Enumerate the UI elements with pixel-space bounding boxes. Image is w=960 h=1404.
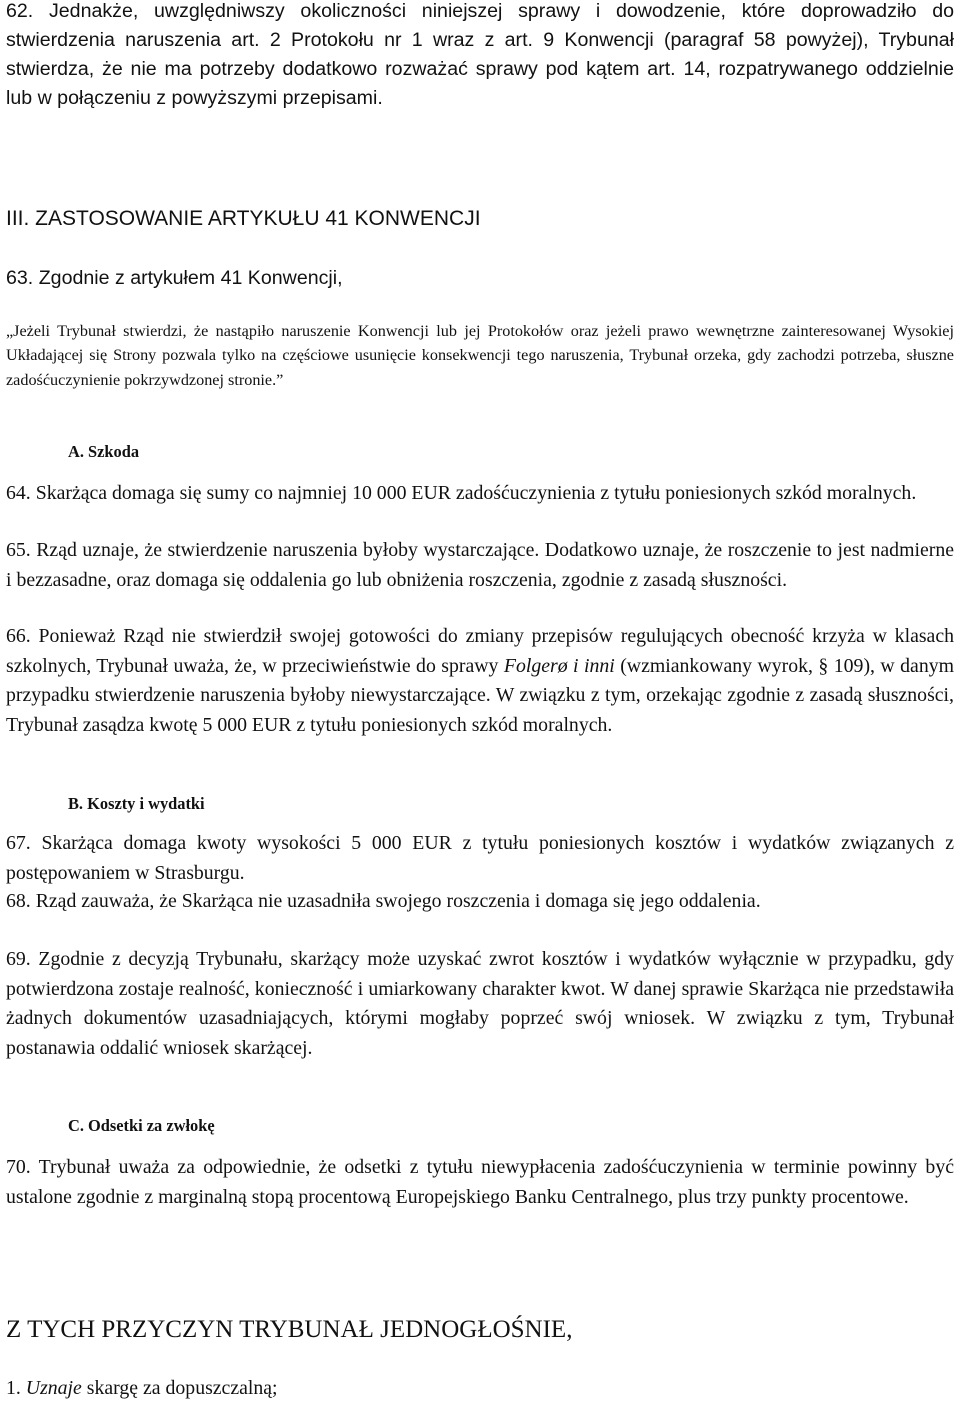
operative-heading: Z TYCH PRZYCZYN TRYBUNAŁ JEDNOGŁOŚNIE, <box>6 1316 573 1343</box>
paragraph-text: Skarżąca domaga się sumy co najmniej 10 000 EUR zadośćuczynienia z tytułu poniesionych szkód moralnych. <box>35 482 917 504</box>
paragraph-number: 65. <box>6 539 31 561</box>
paragraph-62 <box>6 0 954 113</box>
paragraph-number: 70. <box>6 1156 31 1178</box>
decision-number: 1. <box>6 1377 21 1399</box>
paragraph-text: Zgodnie z decyzją Trybunału, skarżący może uzyskać zwrot kosztów i wydatków wyłącznie w przypadku, gdy potwierdzona zostaje realność, konieczność i umiarkowany charakter kwot. W danej sprawie Skarżąca nie przedstawiła żadnych dokumentów uzasadniających, którymi mogłaby poprzeć swój wniosek. W związku z tym, Trybunał postanawia oddalić wniosek skarżącej. <box>6 948 954 1059</box>
paragraph-68 <box>6 887 954 917</box>
decision-verb: Uznaje <box>25 1377 82 1399</box>
paragraph-text: Ponieważ Rząd nie stwierdził swojej gotowości do zmiany przepisów regulujących obecność krzyża w klasach szkolnych, Trybunał uważa, że, w przeciwieństwie do sprawy <box>6 625 954 677</box>
paragraph-65 <box>6 536 954 595</box>
paragraph-number: 63. <box>6 267 34 289</box>
case-name: Folgerø i inni <box>503 654 615 677</box>
paragraph-67 <box>6 829 954 888</box>
paragraph-70 <box>6 1153 954 1212</box>
paragraph-text: Trybunał uważa za odpowiednie, że odsetki z tytułu niewypłacenia zadośćuczynienia w terminie powinny być ustalone zgodnie z marginalną stopą procentową Europejskiego Banku Centralnego, plus trzy punkty procentowe. <box>6 1156 954 1208</box>
paragraph-number: 68. <box>6 890 31 912</box>
decision-item-1 <box>6 1374 954 1404</box>
paragraph-text: Zgodnie z artykułem 41 Konwencji, <box>38 267 343 289</box>
paragraph-number: 67. <box>6 832 31 854</box>
paragraph-number: 66. <box>6 625 31 647</box>
subheading-costs: B. Koszty i wydatki <box>68 794 205 813</box>
decision-text: skargę za dopuszczalną; <box>86 1377 278 1399</box>
paragraph-69 <box>6 945 954 1063</box>
article-41-quote: „Jeżeli Trybunał stwierdzi, że nastąpiło naruszenie Konwencji lub jej Protokołów oraz jeżeli prawo wewnętrzne zainteresowanej Wysokiej Układającej się Strony pozwala tylko na częściowe usunięcie konsekwencji tego naruszenia, Trybunał orzeka, gdy zachodzi potrzeba, słuszne zadośćuczynienie pokrzywdzonej stronie.” <box>6 322 954 389</box>
subheading-damage: A. Szkoda <box>68 442 140 461</box>
paragraph-text: Skarżąca domaga kwoty wysokości 5 000 EUR z tytułu poniesionych kosztów i wydatków związanych z postępowaniem w Strasburgu. <box>6 832 954 884</box>
paragraph-text: Rząd uznaje, że stwierdzenie naruszenia byłoby wystarczające. Dodatkowo uznaje, że roszczenie to jest nadmierne i bezzasadne, oraz domaga się oddalenia go lub obniżenia roszczenia, zgodnie z zasadą słuszności. <box>6 539 954 591</box>
paragraph-66 <box>6 622 954 740</box>
paragraph-number: 64. <box>6 482 31 504</box>
paragraph-text: Rząd zauważa, że Skarżąca nie uzasadniła swojego roszczenia i domaga się jego oddalenia. <box>35 890 761 912</box>
paragraph-number: 62. <box>6 0 34 22</box>
section-heading-article-41: III. ZASTOSOWANIE ARTYKUŁU 41 KONWENCJI <box>6 207 481 230</box>
paragraph-text: Jednakże, uwzględniwszy okoliczności niniejszej sprawy i dowodzenie, które doprowadziło do stwierdzenia naruszenia art. 2 Protokołu nr 1 wraz z art. 9 Konwencji (paragraf 58 powyżej), Trybunał stwierdza, że nie ma potrzeby dodatkowo rozważać sprawy pod kątem art. 14, rozpatrywanego oddzielnie lub w połączeniu z powyższymi przepisami. <box>6 0 954 109</box>
paragraph-64 <box>6 479 954 509</box>
paragraph-number: 69. <box>6 948 31 970</box>
subheading-interest: C. Odsetki za zwłokę <box>68 1116 215 1135</box>
paragraph-63 <box>6 264 954 293</box>
paragraph-text-continued: (wzmiankowany wyrok, § 109), w danym przypadku stwierdzenie naruszenia byłoby niewystarczające. W związku z tym, orzekając zgodnie z zasadą słuszności, Trybunał zasądza kwotę 5 000 EUR z tytułu poniesionych szkód moralnych. <box>6 654 954 736</box>
